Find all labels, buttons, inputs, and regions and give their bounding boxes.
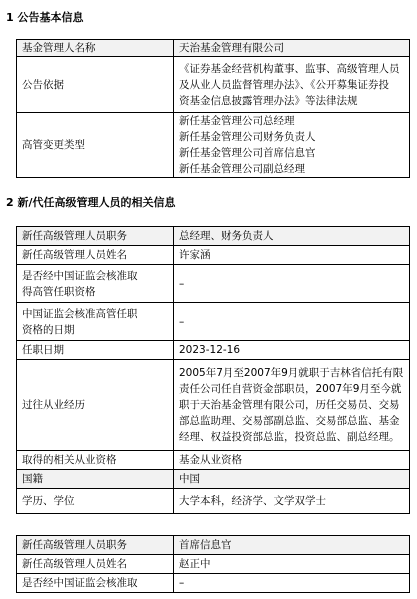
table-row [17, 574, 410, 593]
row-label: 新任高级管理人员姓名 [17, 246, 174, 265]
row-label: 是否经中国证监会核准取 得高管任职资格 [17, 265, 174, 303]
table-row [17, 40, 410, 57]
row-label: 任职日期 [17, 341, 174, 360]
row-label: 是否经中国证监会核准取 [17, 574, 174, 593]
basic-info-table [16, 39, 410, 178]
row-label: 基金管理人名称 [17, 40, 174, 57]
table-row [17, 360, 410, 451]
table-row [17, 57, 410, 113]
row-value: 基金从业资格 [174, 451, 410, 470]
row-label: 新任高级管理人员姓名 [17, 555, 174, 574]
table-row [17, 265, 410, 303]
row-label: 新任高级管理人员职务 [17, 536, 174, 555]
row-label: 高管变更类型 [17, 113, 174, 178]
table-row [17, 536, 410, 555]
row-value: 2005年7月至2007年9月就职于吉林省信托有限 责任公司任自营资金部职员，2007年9月至今就 职于天治基金管理有限公司，历任交易员、交易 部总监助理、交易部副总监、交易部总监、基金 经理、权益投资部总监，投资总监、副总经理。 [174, 360, 410, 451]
row-label: 新任高级管理人员职务 [17, 227, 174, 246]
row-value: – [174, 574, 410, 593]
row-value: 总经理、财务负责人 [174, 227, 410, 246]
table-row [17, 246, 410, 265]
row-value: 天治基金管理有限公司 [174, 40, 410, 57]
row-label: 公告依据 [17, 57, 174, 113]
row-value: – [174, 265, 410, 303]
row-label: 中国证监会核准高管任职 资格的日期 [17, 303, 174, 341]
table-row [17, 451, 410, 470]
row-value: 赵正中 [174, 555, 410, 574]
row-value: 大学本科，经济学、文学双学士 [174, 489, 410, 514]
table-row [17, 227, 410, 246]
table-row [17, 470, 410, 489]
table-row [17, 303, 410, 341]
row-value: 新任基金管理公司总经理 新任基金管理公司财务负责人 新任基金管理公司首席信息官 新任基金管理公司副总经理 [174, 113, 410, 178]
table-row [17, 341, 410, 360]
manager-info-table-2 [16, 535, 410, 593]
row-label: 过往从业经历 [17, 360, 174, 451]
row-value: 许家涵 [174, 246, 410, 265]
row-value: 首席信息官 [174, 536, 410, 555]
manager-info-table-1 [16, 226, 410, 514]
table-row [17, 113, 410, 178]
row-label: 国籍 [17, 470, 174, 489]
row-label: 取得的相关从业资格 [17, 451, 174, 470]
row-label: 学历、学位 [17, 489, 174, 514]
section-2-heading: 2 新/代任高级管理人员的相关信息 [6, 196, 176, 209]
table-row [17, 489, 410, 514]
table-row [17, 555, 410, 574]
row-value: 《证券基金经营机构董事、监事、高级管理人员 及从业人员监督管理办法》、《公开募集证券投 资基金信息披露管理办法》等法律法规 [174, 57, 410, 113]
section-1-heading: 1 公告基本信息 [6, 11, 84, 24]
row-value: – [174, 303, 410, 341]
row-value: 中国 [174, 470, 410, 489]
row-value: 2023-12-16 [174, 341, 410, 360]
